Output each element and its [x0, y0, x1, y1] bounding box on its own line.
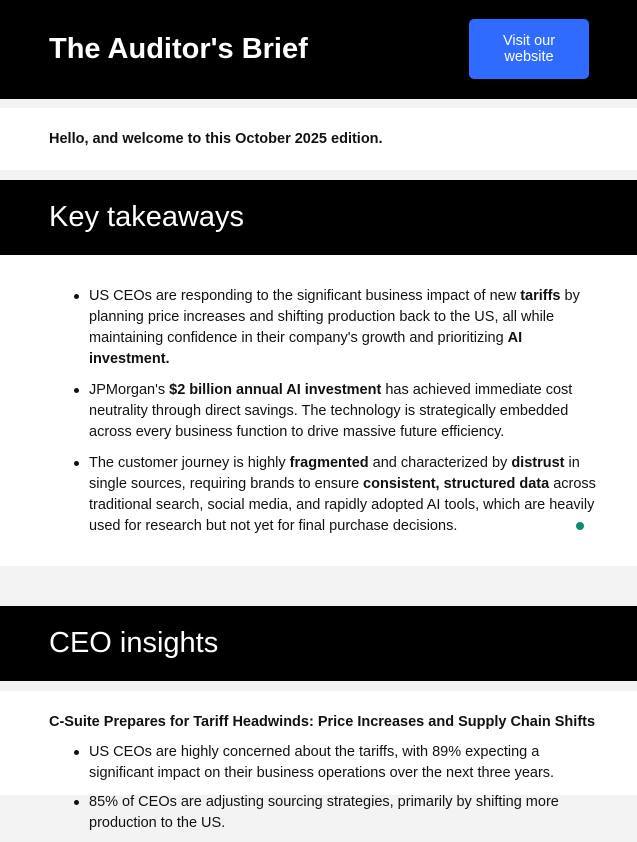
ceo-insights-list [49, 742, 599, 842]
list-item: US CEOs are highly concerned about the tariffs, with 89% expecting a significant impact on their business operations over the next three years. [49, 742, 599, 784]
text: The customer journey is highly [89, 455, 290, 471]
bold-text: fragmented [289, 455, 369, 471]
takeaways-list [49, 286, 599, 547]
text: and characterized by [368, 455, 512, 471]
ceo-insights-title: CEO insights [49, 627, 219, 659]
bold-text: consistent, structured data [363, 476, 550, 492]
ceo-article-heading: C-Suite Prepares for Tariff Headwinds: Price Increases and Supply Chain Shifts [49, 714, 596, 730]
visit-website-button[interactable]: Visit our website [469, 19, 589, 79]
text: in single sources, requiring brands to ensure [89, 455, 580, 492]
bold-text: tariffs [520, 288, 561, 304]
welcome-text: Hello, and welcome to this October 2025 edition. [49, 131, 383, 147]
ceo-insights-panel [0, 691, 637, 831]
takeaway-item [49, 286, 599, 370]
key-takeaways-bar [0, 180, 637, 255]
takeaway-item [49, 380, 599, 443]
text: has achieved immediate cost neutrality through direct savings. The technology is strategically embedded across every business function to drive massive future efficiency. [89, 382, 573, 440]
ceo-insights-bar [0, 606, 637, 681]
text: by planning price increases and shifting production back to the US, all while maintaining confidence in their company's growth and prioritizing [89, 288, 580, 346]
bold-text: AI investment. [89, 330, 523, 367]
text: US CEOs are responding to the significant business impact of new [89, 288, 521, 304]
takeaway-item [49, 453, 599, 537]
key-takeaways-panel [0, 255, 637, 566]
status-dot-icon [576, 522, 584, 530]
key-takeaways-title: Key takeaways [49, 201, 245, 233]
header-bar [0, 0, 637, 99]
welcome-panel [0, 108, 637, 170]
text: JPMorgan's [89, 382, 170, 398]
text: across traditional search, social media, and rapidly adopted AI tools, which are heavily used for research but not yet for final purchase decisions. [89, 476, 596, 534]
bold-text: distrust [511, 455, 565, 471]
list-item: 85% of CEOs are adjusting sourcing strategies, primarily by shifting more production to the US. [49, 792, 599, 834]
bold-text: $2 billion annual AI investment [169, 382, 382, 398]
brand-title: The Auditor's Brief [49, 33, 308, 65]
